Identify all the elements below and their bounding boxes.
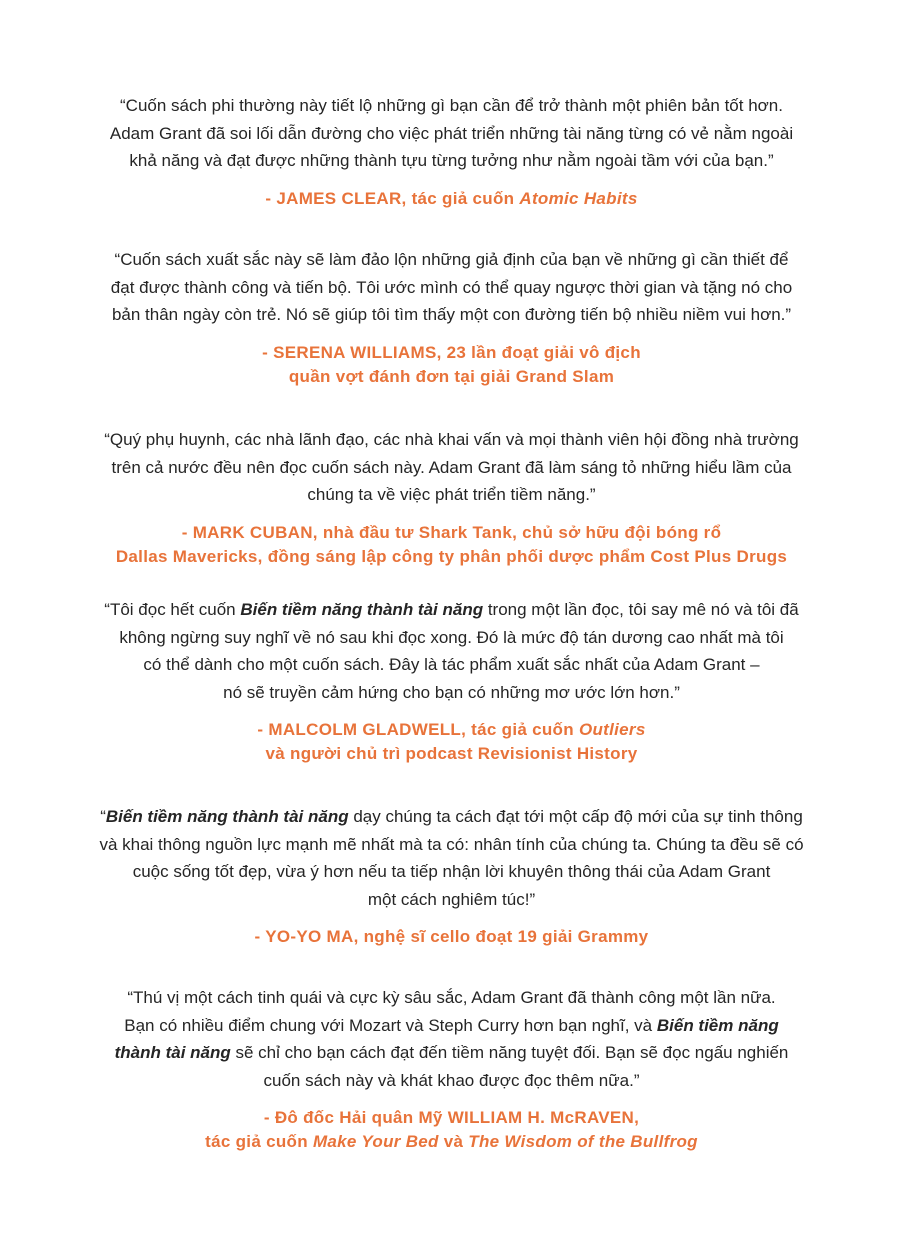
quote-text: “Quý phụ huynh, các nhà lãnh đạo, các nhà khai vấn và mọi thành viên hội đồng nhà trường trên cả nước đều nên đọc cuốn sách này. Adam Grant đã làm sáng tỏ những hiểu lầm của chúng ta về việc phát triển tiềm năng.”	[104, 430, 799, 504]
quote-text: “Cuốn sách phi thường này tiết lộ những gì bạn cần để trở thành một phiên bản tốt hơn. Adam Grant đã soi lối dẫn đường cho việc phát triển những tài năng từng có vẻ nằm ngoài khả năng và đạt được những thành tựu từng tưởng như nằm ngoài tầm với của bạn.”	[109, 96, 794, 170]
quote-attribution: - JAMES CLEAR, tác giả cuốn Atomic Habits	[265, 188, 638, 208]
endorsement-serena-williams	[0, 246, 903, 389]
quote-attribution: - SERENA WILLIAMS, 23 lần đoạt giải vô địch quần vợt đánh đơn tại giải Grand Slam	[262, 342, 641, 386]
endorsement-yo-yo-ma	[0, 803, 903, 949]
endorsement-william-mcraven	[0, 984, 903, 1154]
quote-text: “Tôi đọc hết cuốn Biến tiềm năng thành tài năng trong một lần đọc, tôi say mê nó và tôi đã không ngừng suy nghĩ về nó sau khi đọc xong. Đó là mức độ tán dương cao nhất mà tôi có thể dành cho một cuốn sách. Đây là tác phẩm xuất sắc nhất của Adam Grant – nó sẽ truyền cảm hứng cho bạn có những mơ ước lớn hơn.”	[104, 600, 799, 702]
quote-text: “Biến tiềm năng thành tài năng dạy chúng ta cách đạt tới một cấp độ mới của sự tinh thông và khai thông nguồn lực mạnh mẽ nhất mà ta có: nhân tính của chúng ta. Chúng ta đều sẽ có cuộc sống tốt đẹp, vừa ý hơn nếu ta tiếp nhận lời khuyên thông thái của Adam Grant một cách nghiêm túc!”	[99, 807, 804, 909]
quote-text: “Thú vị một cách tinh quái và cực kỳ sâu sắc, Adam Grant đã thành công một lần nữa. Bạn có nhiều điểm chung với Mozart và Steph Curry hơn bạn nghĩ, và Biến tiềm năng thành tài năng sẽ chỉ cho bạn cách đạt đến tiềm năng tuyệt đối. Bạn sẽ đọc ngấu nghiến cuốn sách này và khát khao được đọc thêm nữa.”	[114, 988, 789, 1090]
endorsement-malcolm-gladwell	[0, 596, 903, 766]
quote-attribution: - MARK CUBAN, nhà đầu tư Shark Tank, chủ sở hữu đội bóng rổ Dallas Mavericks, đồng sáng lập công ty phân phối dược phẩm Cost Plus Drugs	[115, 522, 788, 566]
quote-attribution: - YO-YO MA, nghệ sĩ cello đoạt 19 giải Grammy	[254, 927, 649, 946]
quote-attribution: - Đô đốc Hải quân Mỹ WILLIAM H. McRAVEN, tác giả cuốn Make Your Bed và The Wisdom of the Bullfrog	[205, 1108, 698, 1151]
endorsement-mark-cuban	[0, 426, 903, 569]
quote-attribution: - MALCOLM GLADWELL, tác giả cuốn Outliers và người chủ trì podcast Revisionist History	[257, 720, 646, 763]
quote-text: “Cuốn sách xuất sắc này sẽ làm đảo lộn những giả định của bạn về những gì cần thiết để đạt được thành công và tiến bộ. Tôi ước mình có thể quay ngược thời gian và tặng nó cho bản thân ngày còn trẻ. Nó sẽ giúp tôi tìm thấy một con đường tiến bộ nhiều niềm vui hơn.”	[110, 250, 793, 324]
endorsement-james-clear	[0, 92, 903, 211]
